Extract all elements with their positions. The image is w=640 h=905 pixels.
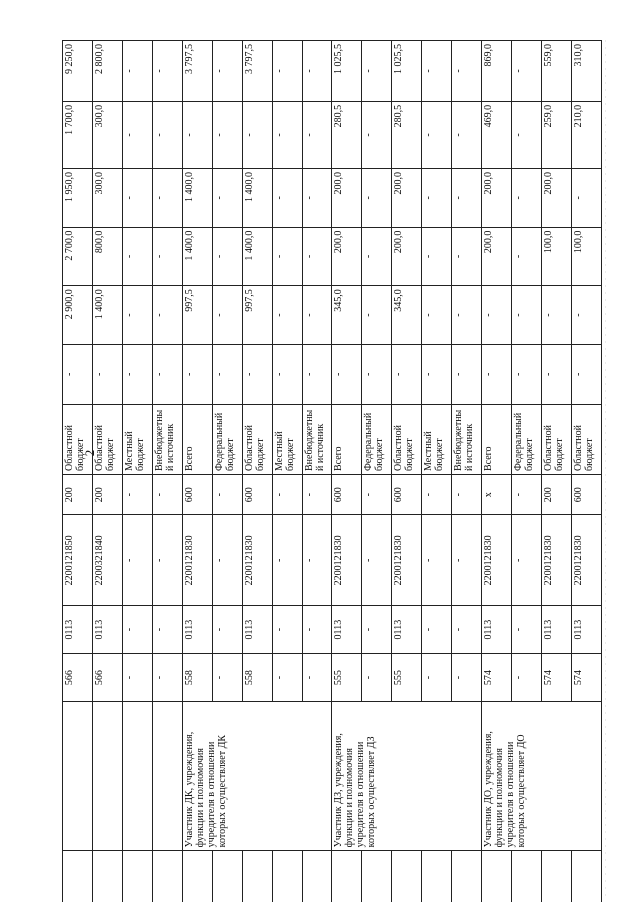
col-code-admin-cell: 574 [482, 654, 512, 702]
col-year-4-cell: 200,0 [392, 169, 422, 228]
margin-cell [542, 851, 572, 902]
col-expense-type-cell: 600 [571, 474, 601, 515]
col-section-cell: 0113 [242, 606, 272, 654]
col-year-5-cell: 210,0 [571, 101, 601, 168]
col-target-cell: 2200121830 [542, 515, 572, 606]
col-total-cell: - [212, 41, 242, 102]
col-target-cell: - [272, 515, 302, 606]
col-year-2-cell: - [571, 286, 601, 345]
col-year-5-cell: - [242, 101, 272, 168]
col-target-cell: 2200121830 [482, 515, 512, 606]
col-code-admin-cell: - [122, 654, 152, 702]
col-expense-type-cell: 200 [63, 474, 93, 515]
col-target-cell: - [152, 515, 182, 606]
col-expense-type-cell: - [302, 474, 332, 515]
col-target-cell: - [302, 515, 332, 606]
col-year-3-cell: - [452, 227, 482, 286]
col-expense-type-cell: - [422, 474, 452, 515]
col-year-3-cell: - [152, 227, 182, 286]
col-source-cell: Внебюджетный источник [302, 404, 332, 474]
margin-cell [182, 851, 212, 902]
col-year-2-cell: - [152, 286, 182, 345]
col-source-cell: Областной бюджет [92, 404, 122, 474]
participant-cell: Участник ДО, учреждения, функции и полномочия учредителя в отношении которых осуществляет ДО [482, 702, 602, 851]
margin-cell [63, 851, 93, 902]
col-expense-type-cell: 600 [332, 474, 362, 515]
col-year-4-cell: - [422, 169, 452, 228]
col-year-5-cell: 1 700,0 [63, 101, 93, 168]
col-year-1-cell: - [482, 344, 512, 404]
col-year-1-cell: - [362, 344, 392, 404]
margin-cell [302, 851, 332, 902]
col-year-1-cell: - [122, 344, 152, 404]
col-year-5-cell: - [272, 101, 302, 168]
col-section-cell: - [272, 606, 302, 654]
margin-cell [392, 851, 422, 902]
col-year-2-cell: - [122, 286, 152, 345]
col-year-4-cell: 300,0 [92, 169, 122, 228]
col-year-4-cell: - [272, 169, 302, 228]
rotated-table [62, 40, 602, 902]
margin-cell [242, 851, 272, 902]
table-row [63, 41, 93, 903]
col-year-3-cell: - [272, 227, 302, 286]
col-total-cell: 2 800,0 [92, 41, 122, 102]
col-year-1-cell: - [242, 344, 272, 404]
margin-cell [332, 851, 362, 902]
col-year-2-cell: - [302, 286, 332, 345]
col-year-1-cell: - [182, 344, 212, 404]
col-total-cell: - [302, 41, 332, 102]
col-year-1-cell: - [63, 344, 93, 404]
col-section-cell: - [122, 606, 152, 654]
col-target-cell: - [422, 515, 452, 606]
col-year-4-cell: 200,0 [542, 169, 572, 228]
col-year-2-cell: - [512, 286, 542, 345]
col-target-cell: 2200121830 [332, 515, 362, 606]
col-target-cell: - [212, 515, 242, 606]
col-year-5-cell: - [212, 101, 242, 168]
col-year-3-cell: 1 400,0 [182, 227, 212, 286]
col-section-cell: - [422, 606, 452, 654]
col-source-cell: Местный бюджет [422, 404, 452, 474]
col-section-cell: 0113 [92, 606, 122, 654]
col-code-admin-cell: - [512, 654, 542, 702]
col-year-3-cell: 100,0 [542, 227, 572, 286]
col-section-cell: - [212, 606, 242, 654]
col-source-cell: Федеральный бюджет [362, 404, 392, 474]
col-total-cell: - [272, 41, 302, 102]
col-section-cell: - [452, 606, 482, 654]
margin-cell [452, 851, 482, 902]
col-year-2-cell: - [272, 286, 302, 345]
margin-cell [571, 851, 601, 902]
col-target-cell: 2200121830 [571, 515, 601, 606]
col-expense-type-cell: - [512, 474, 542, 515]
col-year-4-cell: 200,0 [332, 169, 362, 228]
col-year-3-cell: 800,0 [92, 227, 122, 286]
col-source-cell: Всего [182, 404, 212, 474]
col-source-cell: Местный бюджет [272, 404, 302, 474]
col-source-cell: Внебюджетный источник [152, 404, 182, 474]
col-target-cell: 2200121830 [242, 515, 272, 606]
col-code-admin-cell: 558 [242, 654, 272, 702]
col-code-admin-cell: - [362, 654, 392, 702]
margin-cell [212, 851, 242, 902]
col-year-5-cell: 259,0 [542, 101, 572, 168]
col-year-2-cell: 997,5 [242, 286, 272, 345]
col-total-cell: 9 250,0 [63, 41, 93, 102]
col-total-cell: 310,0 [571, 41, 601, 102]
col-target-cell: - [512, 515, 542, 606]
col-year-4-cell: - [571, 169, 601, 228]
col-year-4-cell: - [512, 169, 542, 228]
participant-cell [122, 702, 152, 851]
col-expense-type-cell: 200 [542, 474, 572, 515]
col-year-2-cell: 345,0 [332, 286, 362, 345]
col-expense-type-cell: 200 [92, 474, 122, 515]
col-year-5-cell: - [452, 101, 482, 168]
col-expense-type-cell: - [362, 474, 392, 515]
col-total-cell: 1 025,5 [332, 41, 362, 102]
col-section-cell: - [362, 606, 392, 654]
col-target-cell: 2200121830 [392, 515, 422, 606]
col-total-cell: - [512, 41, 542, 102]
participant-cell [92, 702, 122, 851]
col-year-1-cell: - [152, 344, 182, 404]
col-year-4-cell: 1 400,0 [242, 169, 272, 228]
col-year-4-cell: 1 950,0 [63, 169, 93, 228]
col-year-1-cell: - [542, 344, 572, 404]
table-row [152, 41, 182, 903]
col-source-cell: Областной бюджет [63, 404, 93, 474]
budget-table-body [63, 41, 602, 903]
col-year-2-cell: 997,5 [182, 286, 212, 345]
col-section-cell: - [302, 606, 332, 654]
col-year-4-cell: - [122, 169, 152, 228]
col-year-2-cell: - [452, 286, 482, 345]
table-row [122, 41, 152, 903]
col-source-cell: Федеральный бюджет [212, 404, 242, 474]
col-code-admin-cell: 555 [392, 654, 422, 702]
col-section-cell: 0113 [332, 606, 362, 654]
margin-cell [122, 851, 152, 902]
table-row [182, 41, 212, 903]
col-year-5-cell: - [362, 101, 392, 168]
col-target-cell: 2200121830 [182, 515, 212, 606]
col-year-5-cell: 469,0 [482, 101, 512, 168]
col-expense-type-cell: 600 [242, 474, 272, 515]
col-section-cell: 0113 [63, 606, 93, 654]
col-year-5-cell: 280,5 [392, 101, 422, 168]
col-year-5-cell: - [422, 101, 452, 168]
col-source-cell: Всего [332, 404, 362, 474]
col-target-cell: - [362, 515, 392, 606]
col-source-cell: Федеральный бюджет [512, 404, 542, 474]
col-year-3-cell: 200,0 [482, 227, 512, 286]
budget-table-container [62, 40, 602, 902]
col-year-1-cell: - [452, 344, 482, 404]
col-code-admin-cell: 574 [542, 654, 572, 702]
col-year-3-cell: 1 400,0 [242, 227, 272, 286]
col-year-2-cell: - [422, 286, 452, 345]
col-year-4-cell: - [152, 169, 182, 228]
col-target-cell: 2200321840 [92, 515, 122, 606]
col-year-1-cell: - [512, 344, 542, 404]
col-target-cell: - [452, 515, 482, 606]
col-total-cell: - [122, 41, 152, 102]
col-total-cell: - [422, 41, 452, 102]
col-year-5-cell: 300,0 [92, 101, 122, 168]
col-year-2-cell: - [212, 286, 242, 345]
col-total-cell: 559,0 [542, 41, 572, 102]
col-year-2-cell: - [362, 286, 392, 345]
col-total-cell: 3 797,5 [242, 41, 272, 102]
col-total-cell: - [452, 41, 482, 102]
col-year-1-cell: - [332, 344, 362, 404]
col-year-4-cell: 1 400,0 [182, 169, 212, 228]
col-code-admin-cell: - [152, 654, 182, 702]
col-year-3-cell: 200,0 [392, 227, 422, 286]
col-code-admin-cell: 566 [92, 654, 122, 702]
participant-cell [152, 702, 182, 851]
col-year-4-cell: - [302, 169, 332, 228]
col-source-cell: Всего [482, 404, 512, 474]
table-row [332, 41, 362, 903]
col-code-admin-cell: 555 [332, 654, 362, 702]
col-code-admin-cell: - [272, 654, 302, 702]
margin-cell [92, 851, 122, 902]
col-year-1-cell: - [212, 344, 242, 404]
col-year-3-cell: - [422, 227, 452, 286]
col-expense-type-cell: 600 [392, 474, 422, 515]
col-year-1-cell: - [571, 344, 601, 404]
margin-cell [422, 851, 452, 902]
col-year-1-cell: - [302, 344, 332, 404]
table-row [482, 41, 512, 903]
col-year-4-cell: - [452, 169, 482, 228]
page-number: 2 [82, 449, 97, 457]
col-source-cell: Областной бюджет [571, 404, 601, 474]
col-expense-type-cell: x [482, 474, 512, 515]
margin-cell [362, 851, 392, 902]
col-year-2-cell: - [542, 286, 572, 345]
col-code-admin-cell: 566 [63, 654, 93, 702]
table-row [92, 41, 122, 903]
col-expense-type-cell: - [212, 474, 242, 515]
col-year-2-cell: 2 900,0 [63, 286, 93, 345]
col-source-cell: Внебюджетный источник [452, 404, 482, 474]
col-year-5-cell: - [122, 101, 152, 168]
col-target-cell: - [122, 515, 152, 606]
col-total-cell: - [152, 41, 182, 102]
col-year-3-cell: - [122, 227, 152, 286]
col-section-cell: - [512, 606, 542, 654]
margin-cell [512, 851, 542, 902]
col-year-3-cell: - [302, 227, 332, 286]
budget-table [62, 40, 602, 902]
margin-cell [482, 851, 512, 902]
margin-cell [272, 851, 302, 902]
col-year-3-cell: - [362, 227, 392, 286]
col-year-1-cell: - [422, 344, 452, 404]
participant-cell [63, 702, 93, 851]
col-year-1-cell: - [392, 344, 422, 404]
col-code-admin-cell: 558 [182, 654, 212, 702]
col-year-5-cell: 280,5 [332, 101, 362, 168]
col-section-cell: 0113 [571, 606, 601, 654]
col-year-4-cell: 200,0 [482, 169, 512, 228]
col-source-cell: Областной бюджет [392, 404, 422, 474]
col-year-2-cell: 1 400,0 [92, 286, 122, 345]
col-code-admin-cell: - [422, 654, 452, 702]
col-total-cell: 3 797,5 [182, 41, 212, 102]
col-year-2-cell: 345,0 [392, 286, 422, 345]
col-year-3-cell: 2 700,0 [63, 227, 93, 286]
col-total-cell: 1 025,5 [392, 41, 422, 102]
col-expense-type-cell: - [152, 474, 182, 515]
col-expense-type-cell: - [272, 474, 302, 515]
col-source-cell: Областной бюджет [542, 404, 572, 474]
col-year-3-cell: - [212, 227, 242, 286]
col-source-cell: Областной бюджет [242, 404, 272, 474]
col-year-5-cell: - [152, 101, 182, 168]
col-target-cell: 2200121850 [63, 515, 93, 606]
col-code-admin-cell: - [452, 654, 482, 702]
col-year-3-cell: 100,0 [571, 227, 601, 286]
col-expense-type-cell: 600 [182, 474, 212, 515]
col-code-admin-cell: - [212, 654, 242, 702]
col-year-5-cell: - [512, 101, 542, 168]
col-section-cell: - [152, 606, 182, 654]
col-year-4-cell: - [362, 169, 392, 228]
col-code-admin-cell: 574 [571, 654, 601, 702]
margin-cell [152, 851, 182, 902]
col-code-admin-cell: - [302, 654, 332, 702]
col-year-2-cell: - [482, 286, 512, 345]
col-source-cell: Местный бюджет [122, 404, 152, 474]
participant-cell: Участник ДЗ, учреждения, функции и полномочия учредителя в отношении которых осуществляет ДЗ [332, 702, 482, 851]
col-total-cell: - [362, 41, 392, 102]
participant-cell: Участник ДК, учреждения, функции и полномочия учредителя в отношении которых осуществляет ДК [182, 702, 332, 851]
col-year-3-cell: 200,0 [332, 227, 362, 286]
col-year-1-cell: - [272, 344, 302, 404]
col-total-cell: 869,0 [482, 41, 512, 102]
col-year-4-cell: - [212, 169, 242, 228]
col-section-cell: 0113 [542, 606, 572, 654]
col-section-cell: 0113 [392, 606, 422, 654]
col-year-5-cell: - [182, 101, 212, 168]
col-year-5-cell: - [302, 101, 332, 168]
scan-artifact [605, 40, 606, 900]
col-year-1-cell: - [92, 344, 122, 404]
col-expense-type-cell: - [452, 474, 482, 515]
col-section-cell: 0113 [482, 606, 512, 654]
col-expense-type-cell: - [122, 474, 152, 515]
col-year-3-cell: - [512, 227, 542, 286]
col-section-cell: 0113 [182, 606, 212, 654]
